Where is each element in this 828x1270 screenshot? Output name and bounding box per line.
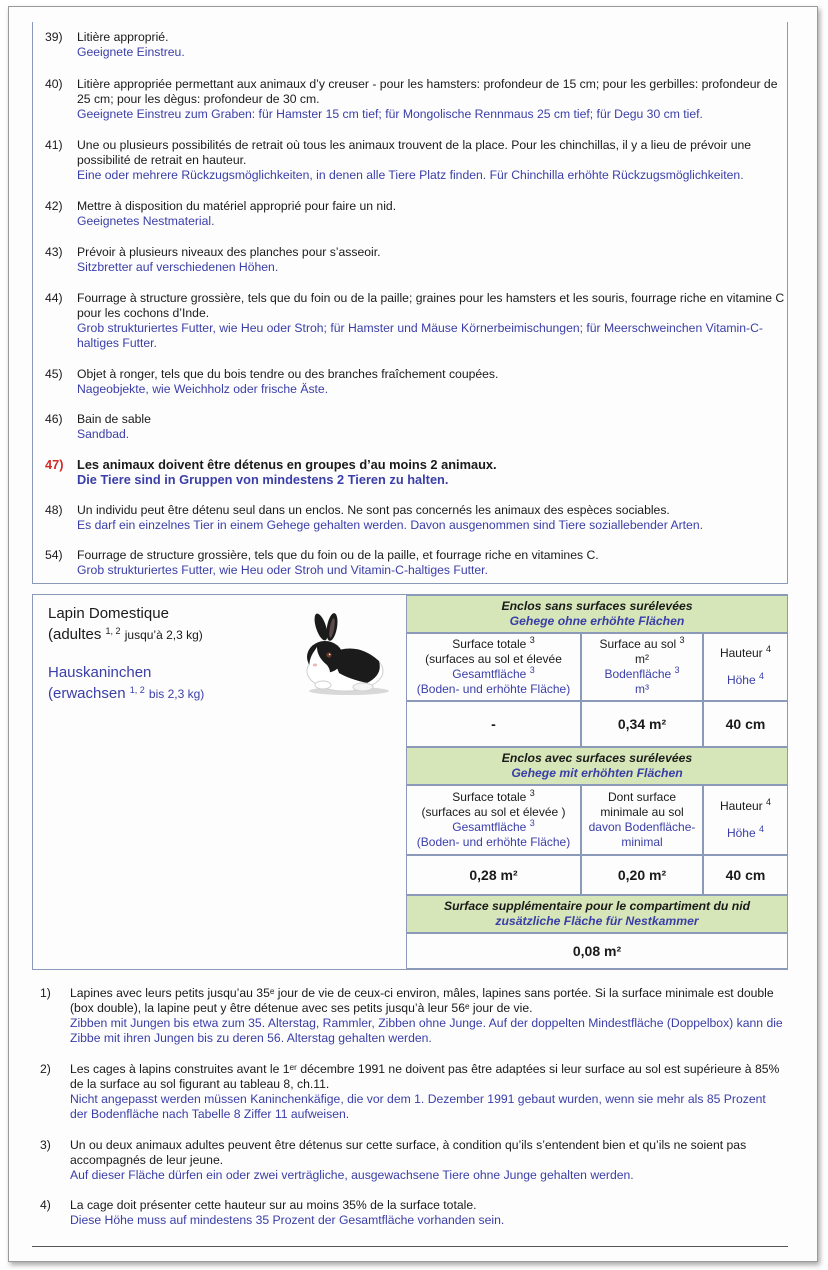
col-label-de: davon Bodenfläche-	[588, 820, 696, 834]
item-text-de: Die Tiere sind in Gruppen von mindestens 2 Tieren zu halten.	[77, 472, 449, 487]
item-number: 47)	[45, 457, 64, 472]
item-text-fr: Fourrage à structure grossière, tels que du foin ou de la paille; graines pour les hamsters et les souris, fourrage riche en vitamine C pour les cochons d’Inde.	[77, 291, 785, 320]
table1-col-total-area	[406, 633, 581, 701]
requirements-list	[32, 22, 788, 584]
footnote-number: 1)	[40, 986, 51, 1000]
item-text-de: Geeignete Einstreu zum Graben: für Hamster 15 cm tief; für Mongolische Rennmaus 25 cm tief; für Degu 30 cm tief.	[77, 107, 703, 121]
table1-col-height	[703, 633, 788, 701]
animal-sub-fr: (adultes	[48, 626, 102, 643]
item-text-de: Grob strukturiertes Futter, wie Heu oder Stroh; für Hamster und Mäuse Körnerbeimischungen; für Meerschweinchen Vitamin-C-haltiges Futter.	[77, 321, 763, 350]
footnote-text-de: Nicht angepasst werden müssen Kaninchenkäfige, die vor dem 1. Dezember 1991 gebaut wurden, wenn sie mehr als 85 Prozent der Bodenfläche nach Tabelle 8 Ziffer 11 aufweisen.	[70, 1092, 766, 1121]
item-number: 46)	[45, 412, 63, 426]
animal-weight-de: bis 2,3 kg)	[148, 687, 205, 701]
table2-col-total-area	[406, 785, 581, 855]
footnote-text-fr: Lapines avec leurs petits jusqu’au 35ᵉ jour de vie de ceux-ci environ, mâles, lapines sans portée. Si la surface minimale est double (box double), la lapine peut y être détenue avec ses petits jusqu’à leur 56ᵉ jour de vie.	[70, 986, 774, 1015]
col-label-fr: Surface totale	[452, 637, 527, 651]
col-label-de: m³	[635, 682, 649, 696]
footnote-text-fr: Un ou deux animaux adultes peuvent être détenus sur cette surface, à condition qu’ils s’entendent bien et qu’ils ne soient pas accompagnés de leur jeune.	[70, 1138, 747, 1167]
table1-header-de: Gehege ohne erhöhte Flächen	[509, 614, 685, 628]
footnote-ref: 3	[679, 635, 685, 645]
footnote-text-de: Diese Höhe muss auf mindestens 35 Prozent der Gesamtfläche vorhanden sein.	[70, 1213, 505, 1227]
footnote-ref: 3	[529, 788, 535, 798]
col-label-de: Gesamtfläche	[452, 667, 527, 681]
col-label-fr: (surfaces au sol et élevée )	[421, 805, 566, 819]
item-text-fr: Litière approprié.	[77, 30, 169, 44]
footnote-number: 4)	[40, 1198, 51, 1212]
footnote-text-de: Zibben mit Jungen bis etwa zum 35. Alterstag, Rammler, Zibben ohne Junge. Auf der doppelten Mindestfläche (Doppelbox) kann die Zibbe mit ihren Jungen bis zu deren 56. Alterstag gehalten werden.	[70, 1016, 783, 1045]
item-text-de: Geeignetes Nestmaterial.	[77, 214, 215, 228]
item-text-de: Es darf ein einzelnes Tier in einem Gehege gehalten werden. Davon ausgenommen sind Tiere soziallebender Arten.	[77, 518, 703, 532]
table3-header-de: zusätzliche Fläche für Nestkammer	[495, 914, 699, 928]
table1-header	[406, 595, 788, 633]
table1-value-total-area: -	[406, 701, 581, 747]
table1-value-height: 40 cm	[703, 701, 788, 747]
item-text-de: Sandbad.	[77, 427, 130, 441]
animal-name-de: Hauskaninchen	[48, 664, 152, 681]
item-number: 45)	[45, 367, 63, 381]
table2-col-min-floor-area	[581, 785, 703, 855]
item-text-fr: Mettre à disposition du matériel approprié pour faire un nid.	[77, 199, 397, 213]
footnote-ref: 3	[529, 635, 535, 645]
footnote-ref: 4	[766, 797, 772, 807]
footnote-ref: 1, 2	[129, 685, 145, 695]
item-text-de: Eine oder mehrere Rückzugsmöglichkeiten, in denen alle Tiere Platz finden. Für Chinchilla erhöhte Rückzugsmöglichkeiten.	[77, 168, 744, 182]
item-text-de: Nageobjekte, wie Weichholz oder frische Äste.	[77, 382, 329, 396]
table2-col-height	[703, 785, 788, 855]
animal-table-section	[32, 594, 788, 970]
item-number: 48)	[45, 503, 63, 517]
item-text-fr: Fourrage de structure grossière, tels que du foin ou de la paille, et fourrage riche en vitamines C.	[77, 548, 599, 562]
col-label-de: (Boden- und erhöhte Fläche)	[416, 835, 571, 849]
item-number: 39)	[45, 30, 63, 44]
col-label-de: Höhe	[726, 826, 756, 840]
table2-header-de: Gehege mit erhöhten Flächen	[511, 766, 683, 780]
item-text-fr: Bain de sable	[77, 412, 151, 426]
table2-value-height: 40 cm	[703, 855, 788, 895]
table3-header	[406, 895, 788, 933]
col-label-de: Höhe	[726, 673, 756, 687]
footnote-ref: 3	[674, 665, 680, 675]
animal-label-de	[48, 662, 204, 705]
item-text-fr: Les animaux doivent être détenus en groupes d’au moins 2 animaux.	[77, 457, 497, 472]
item-number: 54)	[45, 548, 63, 562]
col-label-fr: Dont surface	[607, 790, 677, 804]
col-label-fr: m²	[635, 652, 649, 666]
table3-header-fr: Surface supplémentaire pour le compartiment du nid	[443, 899, 751, 913]
table2-header	[406, 747, 788, 785]
animal-label-fr	[48, 603, 203, 646]
table2-header-fr: Enclos avec surfaces surélevées	[501, 751, 693, 765]
col-label-fr: Surface au sol	[599, 637, 677, 651]
footnote-text-fr: La cage doit présenter cette hauteur sur au moins 35% de la surface totale.	[70, 1198, 477, 1212]
item-text-fr: Une ou plusieurs possibilités de retrait où tous les animaux trouvent de la place. Pour les chinchillas, il y a lieu de prévoir une possibilité de retrait en hauteur.	[77, 138, 752, 167]
col-label-fr: Surface totale	[452, 790, 527, 804]
footnote-ref: 4	[759, 671, 765, 681]
footnote-ref: 4	[766, 644, 772, 654]
table3-value-nest-area: 0,08 m²	[406, 933, 788, 969]
footnote-number: 3)	[40, 1138, 51, 1152]
item-number: 44)	[45, 291, 63, 305]
table2-value-min-floor-area: 0,20 m²	[581, 855, 703, 895]
col-label-de: Gesamtfläche	[452, 820, 527, 834]
col-label-de: Bodenfläche	[604, 667, 672, 681]
footnote-text-de: Auf dieser Fläche dürfen ein oder zwei verträgliche, ausgewachsene Tiere ohne Junge gehalten werden.	[70, 1168, 634, 1182]
col-label-de: (Boden- und erhöhte Fläche)	[416, 682, 571, 696]
table1-col-floor-area	[581, 633, 703, 701]
item-text-fr: Objet à ronger, tels que du bois tendre ou des branches fraîchement coupées.	[77, 367, 499, 381]
col-label-fr: Hauteur	[719, 799, 763, 813]
col-label-fr: minimale au sol	[600, 805, 684, 819]
footnote-ref: 1, 2	[105, 626, 121, 636]
item-text-de: Sitzbretter auf verschiedenen Höhen.	[77, 260, 279, 274]
animal-weight-fr: jusqu’à 2,3 kg)	[124, 628, 203, 642]
item-text-de: Geeignete Einstreu.	[77, 45, 185, 59]
bottom-divider	[32, 1246, 788, 1247]
item-text-fr: Litière appropriée permettant aux animaux d’y creuser - pour les hamsters: profondeur de 15 cm; pour les gerbilles: profondeur de 25 cm; pour les dègus: profondeur de 30 cm.	[77, 77, 778, 106]
table2-value-total-area: 0,28 m²	[406, 855, 581, 895]
footnote-ref: 3	[529, 818, 535, 828]
item-text-fr: Prévoir à plusieurs niveaux des planches pour s’asseoir.	[77, 245, 381, 259]
item-text-de: Grob strukturiertes Futter, wie Heu oder Stroh und Vitamin-C-haltiges Futter.	[77, 563, 488, 577]
item-number: 40)	[45, 77, 63, 91]
item-number: 42)	[45, 199, 63, 213]
table1-value-floor-area: 0,34 m²	[581, 701, 703, 747]
footnote-text-fr: Les cages à lapins construites avant le 1ᵉʳ décembre 1991 ne doivent pas être adaptées si leur surface au sol est supérieure à 85% de la surface au sol figurant au tableau 8, ch.11.	[70, 1062, 780, 1091]
col-label-fr: Hauteur	[719, 646, 763, 660]
item-number: 43)	[45, 245, 63, 259]
rabbit-image	[287, 613, 391, 695]
table1-header-fr: Enclos sans surfaces surélevées	[501, 599, 693, 613]
item-text-fr: Un individu peut être détenu seul dans un enclos. Ne sont pas concernés les animaux des espèces sociables.	[77, 503, 670, 517]
animal-sub-de: (erwachsen	[48, 685, 126, 702]
col-label-fr: (surfaces au sol et élevée	[425, 652, 562, 666]
col-label-de: minimal	[621, 835, 663, 849]
footnote-ref: 3	[529, 665, 535, 675]
footnote-ref: 4	[759, 824, 765, 834]
item-number: 41)	[45, 138, 63, 152]
animal-name-fr: Lapin Domestique	[48, 605, 169, 622]
footnote-number: 2)	[40, 1062, 51, 1076]
